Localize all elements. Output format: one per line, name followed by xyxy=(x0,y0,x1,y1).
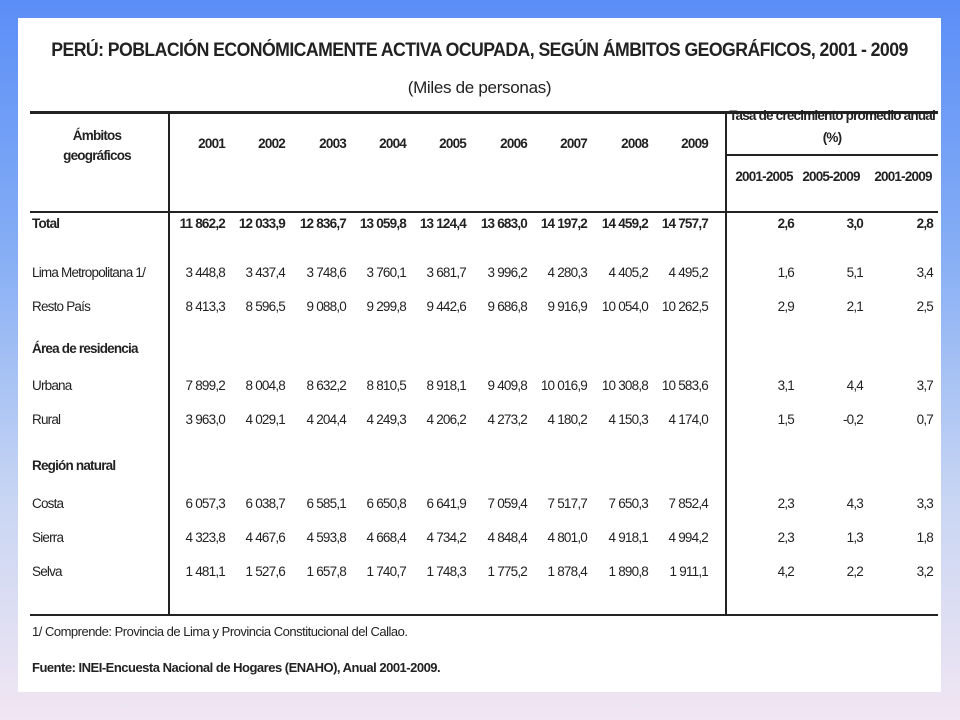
header-tasa-line2: (%) xyxy=(822,130,842,145)
tasa-divider-rule xyxy=(726,154,938,156)
header-tasa xyxy=(726,105,938,149)
table-cell: 4 206,2 xyxy=(426,412,466,427)
table-cell: 4 273,2 xyxy=(487,412,527,427)
page-subtitle: (Miles de personas) xyxy=(407,78,552,97)
table-cell: 4 323,8 xyxy=(185,530,225,545)
rate-cell: 2,1 xyxy=(846,299,863,314)
table-cell: 11 862,2 xyxy=(179,216,225,231)
table-cell: 7 650,3 xyxy=(608,496,648,511)
rate-cell: 3,7 xyxy=(916,378,933,393)
row-label: Selva xyxy=(32,564,62,579)
table-cell: 7 059,4 xyxy=(487,496,527,511)
table-cell: 9 686,8 xyxy=(487,299,527,314)
row-label: Costa xyxy=(32,496,64,511)
table-cell: 14 459,2 xyxy=(601,216,648,231)
rate-cell: 2,6 xyxy=(777,216,794,231)
table-cell: 1 748,3 xyxy=(426,564,466,579)
table-cell: 8 918,1 xyxy=(426,378,466,393)
table-cell: 4 593,8 xyxy=(306,530,346,545)
table-cell: 4 848,4 xyxy=(487,530,527,545)
table-cell: 4 668,4 xyxy=(366,530,406,545)
rate-cell: 3,3 xyxy=(916,496,933,511)
year-header-2005: 2005 xyxy=(439,136,466,151)
table-cell: 3 681,7 xyxy=(426,265,466,280)
year-header-2007: 2007 xyxy=(560,136,587,151)
table-cell: 9 299,8 xyxy=(366,299,406,314)
table-cell: 1 740,7 xyxy=(366,564,406,579)
year-header-2004: 2004 xyxy=(379,136,406,151)
table-sheet xyxy=(18,18,941,692)
table-cell: 6 650,8 xyxy=(366,496,406,511)
header-tasa-line1: Tasa de crecimiento promedio anual xyxy=(729,108,935,123)
footnote: 1/ Comprende: Provincia de Lima y Provincia Constitucional del Callao. xyxy=(32,624,408,639)
row-label: Resto País xyxy=(32,299,91,314)
year-header-2009: 2009 xyxy=(681,136,708,151)
table-cell: 1 878,4 xyxy=(547,564,587,579)
table-cell: 7 899,2 xyxy=(185,378,225,393)
rate-cell: -0,2 xyxy=(842,412,863,427)
rate-cell: 1,3 xyxy=(846,530,863,545)
table-cell: 3 748,6 xyxy=(306,265,346,280)
header-ambitos-line2: geográficos xyxy=(63,148,131,163)
table-cell: 1 527,6 xyxy=(245,564,285,579)
row-label: Urbana xyxy=(32,378,72,393)
table-cell: 4 029,1 xyxy=(245,412,285,427)
table-cell: 6 038,7 xyxy=(245,496,285,511)
table-cell: 13 059,8 xyxy=(359,216,406,231)
table-cell: 4 994,2 xyxy=(668,530,708,545)
table-cell: 8 004,8 xyxy=(245,378,285,393)
table-cell: 3 996,2 xyxy=(487,265,527,280)
table-cell: 3 437,4 xyxy=(245,265,285,280)
table-cell: 9 442,6 xyxy=(426,299,466,314)
rate-cell: 0,7 xyxy=(916,412,933,427)
rate-cell: 1,5 xyxy=(777,412,794,427)
table-cell: 6 057,3 xyxy=(185,496,225,511)
table-cell: 4 801,0 xyxy=(547,530,587,545)
bottom-rule xyxy=(30,614,938,616)
row-label: Sierra xyxy=(32,530,64,545)
year-header-2006: 2006 xyxy=(500,136,527,151)
rate-cell: 4,4 xyxy=(846,378,863,393)
period-header-2001-2005: 2001-2005 xyxy=(735,169,793,184)
rate-cell: 2,9 xyxy=(777,299,794,314)
rate-cell: 4,3 xyxy=(846,496,863,511)
table-cell: 1 775,2 xyxy=(487,564,527,579)
header-ambitos xyxy=(32,126,162,166)
right-vertical-rule xyxy=(725,111,727,616)
rate-cell: 4,2 xyxy=(777,564,794,579)
table-cell: 4 249,3 xyxy=(366,412,406,427)
table-cell: 3 760,1 xyxy=(366,265,406,280)
section-heading: Región natural xyxy=(32,458,116,473)
table-cell: 4 495,2 xyxy=(668,265,708,280)
rate-cell: 3,4 xyxy=(916,265,933,280)
year-header-2002: 2002 xyxy=(258,136,285,151)
table-cell: 4 180,2 xyxy=(547,412,587,427)
table-cell: 8 596,5 xyxy=(245,299,285,314)
table-cell: 3 963,0 xyxy=(185,412,225,427)
table-cell: 10 016,9 xyxy=(540,378,587,393)
table-cell: 10 054,0 xyxy=(601,299,648,314)
table-cell: 1 911,1 xyxy=(669,564,708,579)
table-cell: 4 174,0 xyxy=(668,412,708,427)
section-heading: Área de residencia xyxy=(32,341,138,356)
rate-cell: 2,2 xyxy=(846,564,863,579)
rate-cell: 1,6 xyxy=(777,265,794,280)
table-cell: 8 413,3 xyxy=(185,299,225,314)
year-header-2008: 2008 xyxy=(621,136,648,151)
table-cell: 13 683,0 xyxy=(480,216,527,231)
table-cell: 4 280,3 xyxy=(547,265,587,280)
table-cell: 4 405,2 xyxy=(608,265,648,280)
rate-cell: 2,8 xyxy=(916,216,933,231)
table-cell: 4 150,3 xyxy=(608,412,648,427)
row-label: Lima Metropolitana 1/ xyxy=(32,265,146,280)
header-bottom-rule xyxy=(30,211,938,213)
rate-cell: 1,8 xyxy=(916,530,933,545)
rate-cell: 2,3 xyxy=(777,496,794,511)
rate-cell: 3,0 xyxy=(846,216,863,231)
table-cell: 14 757,7 xyxy=(661,216,708,231)
source-note: Fuente: INEI-Encuesta Nacional de Hogares (ENAHO), Anual 2001-2009. xyxy=(32,660,441,675)
table-cell: 13 124,4 xyxy=(419,216,466,231)
header-ambitos-line1: Ámbitos xyxy=(72,128,122,143)
table-cell: 8 810,5 xyxy=(366,378,406,393)
rate-cell: 2,3 xyxy=(777,530,794,545)
table-cell: 4 918,1 xyxy=(608,530,648,545)
period-header-2005-2009: 2005-2009 xyxy=(802,169,860,184)
rate-cell: 3,2 xyxy=(916,564,933,579)
page-title: PERÚ: POBLACIÓN ECONÓMICAMENTE ACTIVA OCUPADA, SEGÚN ÁMBITOS GEOGRÁFICOS, 2001 - 2009 xyxy=(51,40,908,61)
table-cell: 6 585,1 xyxy=(306,496,346,511)
table-cell: 4 204,4 xyxy=(306,412,346,427)
table-cell: 12 033,9 xyxy=(238,216,285,231)
table-cell: 1 890,8 xyxy=(608,564,648,579)
row-label: Rural xyxy=(32,412,61,427)
period-header-2001-2009: 2001-2009 xyxy=(874,169,932,184)
table-cell: 10 262,5 xyxy=(661,299,708,314)
table-cell: 7 517,7 xyxy=(547,496,587,511)
table-cell: 1 481,1 xyxy=(185,564,225,579)
row-label: Total xyxy=(32,216,60,231)
table-cell: 10 583,6 xyxy=(661,378,708,393)
table-cell: 8 632,2 xyxy=(306,378,346,393)
table-cell: 7 852,4 xyxy=(668,496,708,511)
table-cell: 6 641,9 xyxy=(426,496,466,511)
table-cell: 9 409,8 xyxy=(487,378,527,393)
rate-cell: 2,5 xyxy=(916,299,933,314)
year-header-2003: 2003 xyxy=(319,136,346,151)
table-cell: 12 836,7 xyxy=(299,216,346,231)
year-header-2001: 2001 xyxy=(198,136,225,151)
table-cell: 1 657,8 xyxy=(306,564,346,579)
table-cell: 3 448,8 xyxy=(185,265,225,280)
rate-cell: 5,1 xyxy=(846,265,863,280)
table-cell: 10 308,8 xyxy=(601,378,648,393)
rate-cell: 3,1 xyxy=(777,378,794,393)
table-cell: 9 088,0 xyxy=(306,299,346,314)
table-cell: 4 734,2 xyxy=(426,530,466,545)
table-cell: 4 467,6 xyxy=(245,530,285,545)
table-cell: 9 916,9 xyxy=(547,299,587,314)
table-cell: 14 197,2 xyxy=(540,216,587,231)
